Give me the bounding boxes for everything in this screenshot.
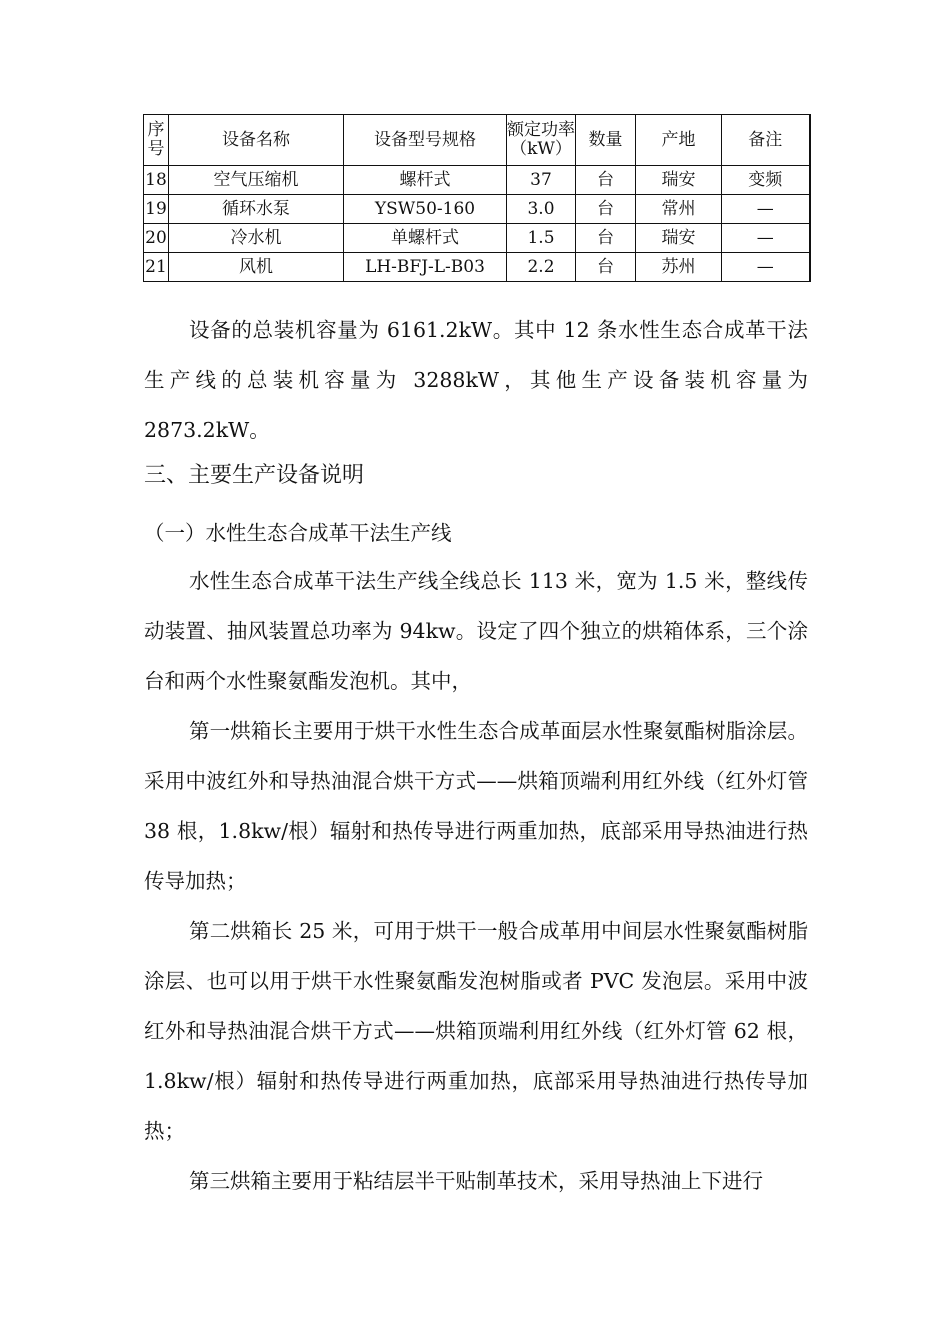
table-row xyxy=(144,166,810,195)
cell-name: 空气压缩机 xyxy=(169,166,344,195)
cell-unit: 台 xyxy=(576,166,636,195)
paragraph-total-capacity: 设备的总装机容量为 6161.2kW。其中 12 条水性生态合成革干法生产线的总装机容量为 3288kW，其他生产设备装机容量为 2873.2kW。 xyxy=(144,318,808,442)
cell-no: 21 xyxy=(144,253,169,282)
cell-origin: 常州 xyxy=(636,195,722,224)
paragraph-oven-2: 第二烘箱长 25 米，可用于烘干一般合成革用中间层水性聚氨酯树脂涂层、也可以用于烘干水性聚氨酯发泡树脂或者 PVC 发泡层。采用中波红外和导热油混合烘干方式——烘箱顶端利用红外线（红外灯管 62 根，1.8kw/根）辐射和热传导进行两重加热，底部采用导热油进行热传导加热； xyxy=(144,919,808,1143)
cell-note: — xyxy=(722,195,810,224)
cell-power: 1.5 xyxy=(507,224,576,253)
cell-unit: 台 xyxy=(576,224,636,253)
cell-name: 循环水泵 xyxy=(169,195,344,224)
header-name: 设备名称 xyxy=(169,115,344,166)
cell-origin: 苏州 xyxy=(636,253,722,282)
header-note: 备注 xyxy=(722,115,810,166)
header-model: 设备型号规格 xyxy=(344,115,507,166)
table-row xyxy=(144,224,810,253)
cell-model: 螺杆式 xyxy=(344,166,507,195)
paragraph-oven-1: 第一烘箱长主要用于烘干水性生态合成革面层水性聚氨酯树脂涂层。采用中波红外和导热油混合烘干方式——烘箱顶端利用红外线（红外灯管 38 根，1.8kw/根）辐射和热传导进行两重加热，底部采用导热油进行热传导加热； xyxy=(144,719,808,893)
cell-note: — xyxy=(722,224,810,253)
cell-power: 37 xyxy=(507,166,576,195)
cell-power: 2.2 xyxy=(507,253,576,282)
cell-name: 风机 xyxy=(169,253,344,282)
paragraph-oven-3: 第三烘箱主要用于粘结层半干贴制革技术，采用导热油上下进行 xyxy=(189,1169,763,1193)
header-quantity: 数量 xyxy=(576,115,636,166)
table-row xyxy=(144,195,810,224)
subsection-heading: （一）水性生态合成革干法生产线 xyxy=(144,521,452,545)
cell-no: 18 xyxy=(144,166,169,195)
cell-no: 19 xyxy=(144,195,169,224)
cell-note: 变频 xyxy=(722,166,810,195)
header-power: 额定功率（kW） xyxy=(507,115,576,166)
cell-model: LH-BFJ-L-B03 xyxy=(344,253,507,282)
cell-power: 3.0 xyxy=(507,195,576,224)
cell-name: 冷水机 xyxy=(169,224,344,253)
cell-unit: 台 xyxy=(576,195,636,224)
cell-model: YSW50-160 xyxy=(344,195,507,224)
paragraph-line-overview: 水性生态合成革干法生产线全线总长 113 米，宽为 1.5 米，整线传动装置、抽风装置总功率为 94kw。设定了四个独立的烘箱体系，三个涂台和两个水性聚氨酯发泡机。其中， xyxy=(144,569,808,693)
cell-origin: 瑞安 xyxy=(636,224,722,253)
cell-model: 单螺杆式 xyxy=(344,224,507,253)
header-origin: 产地 xyxy=(636,115,722,166)
cell-no: 20 xyxy=(144,224,169,253)
table-row xyxy=(144,253,810,282)
header-no: 序号 xyxy=(144,115,169,166)
cell-origin: 瑞安 xyxy=(636,166,722,195)
table-header-row xyxy=(144,115,810,166)
cell-note: — xyxy=(722,253,810,282)
section-heading: 三、主要生产设备说明 xyxy=(144,463,365,488)
equipment-table xyxy=(143,114,811,282)
cell-unit: 台 xyxy=(576,253,636,282)
